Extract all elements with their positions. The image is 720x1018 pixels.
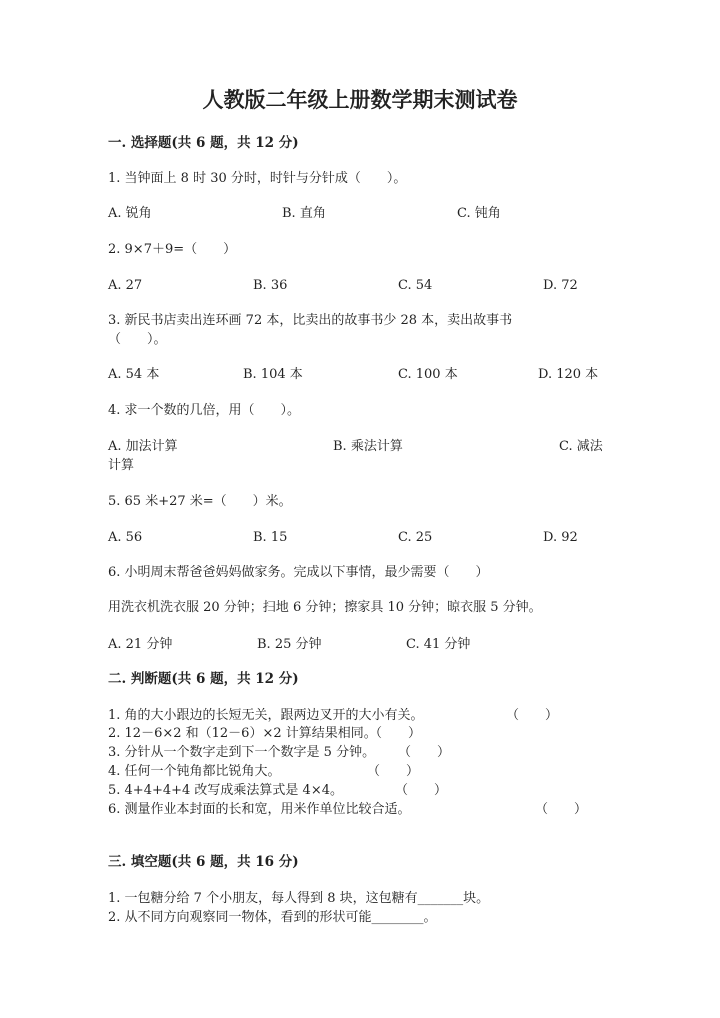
judgement-4-paren: （ ） bbox=[367, 764, 420, 779]
judgement-1: 1. 角的大小跟边的长短无关，跟两边叉开的大小有关。 bbox=[108, 708, 424, 723]
q2-option-c: C. 54 bbox=[398, 278, 433, 293]
judgement-1-paren: （ ） bbox=[506, 708, 559, 723]
q3-option-c: C. 100 本 bbox=[398, 367, 458, 382]
fill-blank-1: 1. 一包糖分给 7 个小朋友，每人得到 8 块，这包糖有_______块。 bbox=[108, 891, 490, 906]
q5-option-c: C. 25 bbox=[398, 530, 433, 545]
section-heading-fill-blank: 三. 填空题(共 6 题，共 16 分) bbox=[108, 854, 299, 870]
question-3-line2: （ ）。 bbox=[108, 332, 167, 347]
q5-option-d: D. 92 bbox=[543, 530, 578, 545]
section-heading-judgement: 二. 判断题(共 6 题，共 12 分) bbox=[108, 671, 299, 687]
q4-option-a: A. 加法计算 bbox=[108, 439, 178, 454]
q4-option-c-wrap: 计算 bbox=[108, 458, 135, 473]
question-6: 6. 小明周末帮爸爸妈妈做家务。完成以下事情，最少需要（ ） bbox=[108, 565, 489, 580]
q3-option-a: A. 54 本 bbox=[108, 367, 160, 382]
judgement-4: 4. 任何一个钝角都比锐角大。 bbox=[108, 764, 281, 779]
section-heading-choice: 一. 选择题(共 6 题，共 12 分) bbox=[108, 135, 299, 151]
q1-option-a: A. 锐角 bbox=[108, 206, 152, 221]
q2-option-b: B. 36 bbox=[253, 278, 288, 293]
judgement-3-paren: （ ） bbox=[398, 745, 451, 760]
question-1: 1. 当钟面上 8 时 30 分时，时针与分针成（ ）。 bbox=[108, 171, 407, 186]
judgement-6: 6. 测量作业本封面的长和宽，用米作单位比较合适。 bbox=[108, 802, 411, 817]
judgement-5-paren: （ ） bbox=[395, 783, 448, 798]
judgement-3: 3. 分针从一个数字走到下一个数字是 5 分钟。 bbox=[108, 745, 376, 760]
judgement-5: 5. 4+4+4+4 改写成乘法算式是 4×4。 bbox=[108, 783, 343, 798]
page-title: 人教版二年级上册数学期末测试卷 bbox=[202, 87, 518, 112]
q5-option-b: B. 15 bbox=[253, 530, 288, 545]
judgement-6-paren: （ ） bbox=[535, 802, 588, 817]
fill-blank-2: 2. 从不同方向观察同一物体，看到的形状可能________。 bbox=[108, 910, 437, 925]
q2-option-a: A. 27 bbox=[108, 278, 143, 293]
q4-option-b: B. 乘法计算 bbox=[333, 439, 403, 454]
judgement-2-paren: （ ） bbox=[369, 726, 422, 741]
q6-option-b: B. 25 分钟 bbox=[257, 637, 322, 652]
question-6-line2: 用洗衣机洗衣服 20 分钟；扫地 6 分钟；擦家具 10 分钟；晾衣服 5 分钟。 bbox=[108, 600, 542, 615]
q1-option-b: B. 直角 bbox=[282, 206, 326, 221]
q6-option-c: C. 41 分钟 bbox=[406, 637, 471, 652]
question-5: 5. 65 米+27 米=（ ）米。 bbox=[108, 494, 292, 509]
question-2: 2. 9×7＋9=（ ） bbox=[108, 242, 237, 257]
q3-option-b: B. 104 本 bbox=[243, 367, 303, 382]
q5-option-a: A. 56 bbox=[108, 530, 143, 545]
q6-option-a: A. 21 分钟 bbox=[108, 637, 173, 652]
q4-option-c: C. 减法 bbox=[559, 439, 603, 454]
q3-option-d: D. 120 本 bbox=[538, 367, 599, 382]
q2-option-d: D. 72 bbox=[543, 278, 578, 293]
q1-option-c: C. 钝角 bbox=[457, 206, 501, 221]
question-3: 3. 新民书店卖出连环画 72 本，比卖出的故事书少 28 本，卖出故事书 bbox=[108, 313, 513, 328]
question-4: 4. 求一个数的几倍，用（ ）。 bbox=[108, 403, 301, 418]
judgement-2: 2. 12－6×2 和（12－6）×2 计算结果相同。 bbox=[108, 726, 377, 741]
